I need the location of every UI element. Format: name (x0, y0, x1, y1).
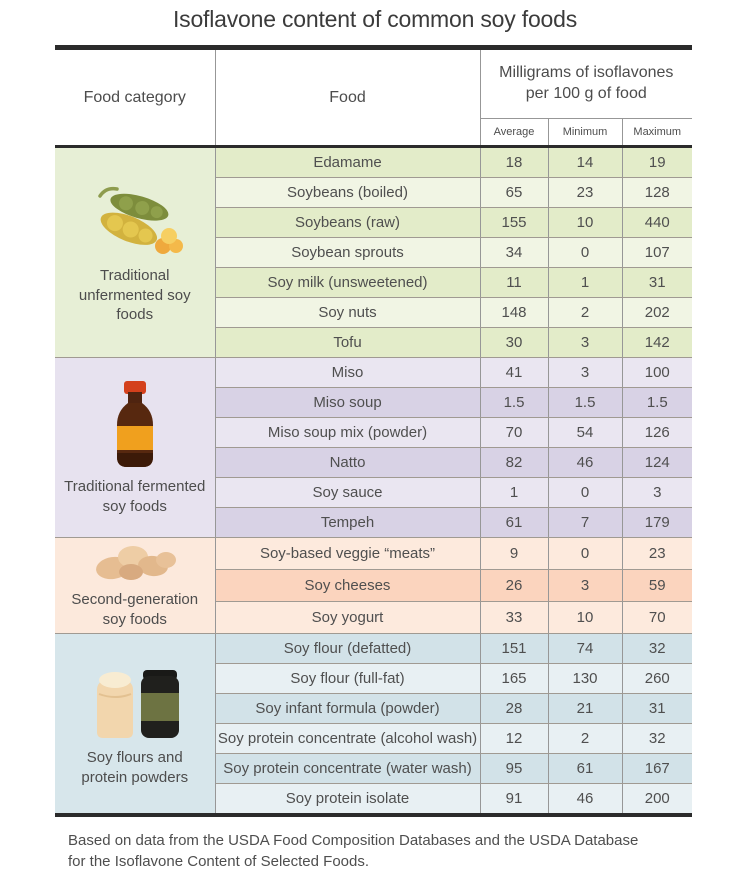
col-header-milligrams-group: Milligrams of isoflavones per 100 g of food (480, 48, 692, 119)
table-row (55, 634, 692, 664)
minimum-cell: 2 (548, 298, 622, 328)
source-note: Based on data from the USDA Food Composition Databases and the USDA Database for the Isoflavone Content of Selected Foods. (68, 832, 639, 870)
minimum-cell: 1.5 (548, 388, 622, 418)
maximum-cell: 32 (622, 724, 692, 754)
minimum-cell: 46 (548, 448, 622, 478)
minimum-cell: 3 (548, 328, 622, 358)
maximum-cell: 1.5 (622, 388, 692, 418)
minimum-cell: 46 (548, 784, 622, 816)
average-cell: 95 (480, 754, 548, 784)
minimum-cell: 14 (548, 147, 622, 178)
average-cell: 155 (480, 208, 548, 238)
table-row (55, 358, 692, 388)
food-name-cell: Soybeans (boiled) (215, 178, 480, 208)
food-name-cell: Soy cheeses (215, 570, 480, 602)
category-cell (55, 634, 215, 816)
average-cell: 30 (480, 328, 548, 358)
food-name-cell: Tofu (215, 328, 480, 358)
col-header-food: Food (215, 48, 480, 147)
maximum-cell: 128 (622, 178, 692, 208)
maximum-cell: 31 (622, 268, 692, 298)
category-label: Second-generation soy foods (71, 591, 199, 628)
col-header-average: Average (480, 119, 548, 147)
food-name-cell: Soy protein concentrate (alcohol wash) (215, 724, 480, 754)
food-name-cell: Miso soup mix (powder) (215, 418, 480, 448)
average-cell: 65 (480, 178, 548, 208)
average-cell: 148 (480, 298, 548, 328)
minimum-cell: 74 (548, 634, 622, 664)
average-cell: 34 (480, 238, 548, 268)
food-name-cell: Tempeh (215, 508, 480, 538)
minimum-cell: 61 (548, 754, 622, 784)
maximum-cell: 260 (622, 664, 692, 694)
minimum-cell: 54 (548, 418, 622, 448)
average-cell: 61 (480, 508, 548, 538)
maximum-cell: 179 (622, 508, 692, 538)
food-name-cell: Miso (215, 358, 480, 388)
isoflavone-table (55, 45, 692, 817)
food-name-cell: Soy yogurt (215, 602, 480, 634)
header-row (55, 48, 692, 119)
food-name-cell: Soy protein isolate (215, 784, 480, 816)
minimum-cell: 3 (548, 358, 622, 388)
food-name-cell: Soybean sprouts (215, 238, 480, 268)
category-content (55, 375, 215, 520)
flour-bag-and-protein-jar-icon (85, 660, 185, 742)
average-cell: 12 (480, 724, 548, 754)
maximum-cell: 202 (622, 298, 692, 328)
minimum-cell: 1 (548, 268, 622, 298)
average-cell: 9 (480, 538, 548, 570)
category-label: Traditional unfermented soy foods (78, 267, 191, 324)
category-cell (55, 538, 215, 634)
col-header-maximum: Maximum (622, 119, 692, 147)
average-cell: 26 (480, 570, 548, 602)
minimum-cell: 0 (548, 478, 622, 508)
food-name-cell: Soybeans (raw) (215, 208, 480, 238)
maximum-cell: 3 (622, 478, 692, 508)
minimum-cell: 0 (548, 538, 622, 570)
minimum-cell: 3 (548, 570, 622, 602)
minimum-cell: 0 (548, 238, 622, 268)
maximum-cell: 440 (622, 208, 692, 238)
average-cell: 18 (480, 147, 548, 178)
col-header-food-category: Food category (55, 48, 215, 147)
minimum-cell: 21 (548, 694, 622, 724)
table-row (55, 538, 692, 570)
food-name-cell: Soy nuts (215, 298, 480, 328)
maximum-cell: 59 (622, 570, 692, 602)
food-name-cell: Natto (215, 448, 480, 478)
category-cell (55, 358, 215, 538)
food-name-cell: Soy flour (defatted) (215, 634, 480, 664)
minimum-cell: 2 (548, 724, 622, 754)
maximum-cell: 126 (622, 418, 692, 448)
minimum-cell: 10 (548, 208, 622, 238)
maximum-cell: 23 (622, 538, 692, 570)
maximum-cell: 124 (622, 448, 692, 478)
food-name-cell: Soy milk (unsweetened) (215, 268, 480, 298)
maximum-cell: 31 (622, 694, 692, 724)
maximum-cell: 70 (622, 602, 692, 634)
maximum-cell: 107 (622, 238, 692, 268)
average-cell: 41 (480, 358, 548, 388)
food-name-cell: Soy flour (full-fat) (215, 664, 480, 694)
category-cell (55, 147, 215, 358)
category-label: Soy flours and protein powders (81, 749, 189, 786)
average-cell: 70 (480, 418, 548, 448)
veggie-meat-pieces-icon (89, 542, 181, 584)
table-row (55, 147, 692, 178)
food-name-cell: Soy-based veggie “meats” (215, 538, 480, 570)
category-content (55, 176, 215, 329)
maximum-cell: 100 (622, 358, 692, 388)
soy-sauce-bottle-icon (107, 379, 163, 471)
average-cell: 11 (480, 268, 548, 298)
page-title: Isoflavone content of common soy foods (172, 6, 578, 32)
minimum-cell: 10 (548, 602, 622, 634)
col-header-minimum: Minimum (548, 119, 622, 147)
average-cell: 165 (480, 664, 548, 694)
category-content (55, 656, 215, 791)
food-name-cell: Edamame (215, 147, 480, 178)
minimum-cell: 130 (548, 664, 622, 694)
average-cell: 1.5 (480, 388, 548, 418)
minimum-cell: 23 (548, 178, 622, 208)
average-cell: 28 (480, 694, 548, 724)
minimum-cell: 7 (548, 508, 622, 538)
food-name-cell: Soy sauce (215, 478, 480, 508)
edamame-pods-icon (87, 180, 183, 260)
average-cell: 82 (480, 448, 548, 478)
category-label: Traditional fermented soy foods (64, 478, 206, 515)
maximum-cell: 32 (622, 634, 692, 664)
maximum-cell: 167 (622, 754, 692, 784)
food-name-cell: Miso soup (215, 388, 480, 418)
maximum-cell: 200 (622, 784, 692, 816)
maximum-cell: 19 (622, 147, 692, 178)
average-cell: 151 (480, 634, 548, 664)
average-cell: 33 (480, 602, 548, 634)
food-name-cell: Soy protein concentrate (water wash) (215, 754, 480, 784)
average-cell: 1 (480, 478, 548, 508)
average-cell: 91 (480, 784, 548, 816)
category-content (55, 538, 215, 633)
maximum-cell: 142 (622, 328, 692, 358)
food-name-cell: Soy infant formula (powder) (215, 694, 480, 724)
